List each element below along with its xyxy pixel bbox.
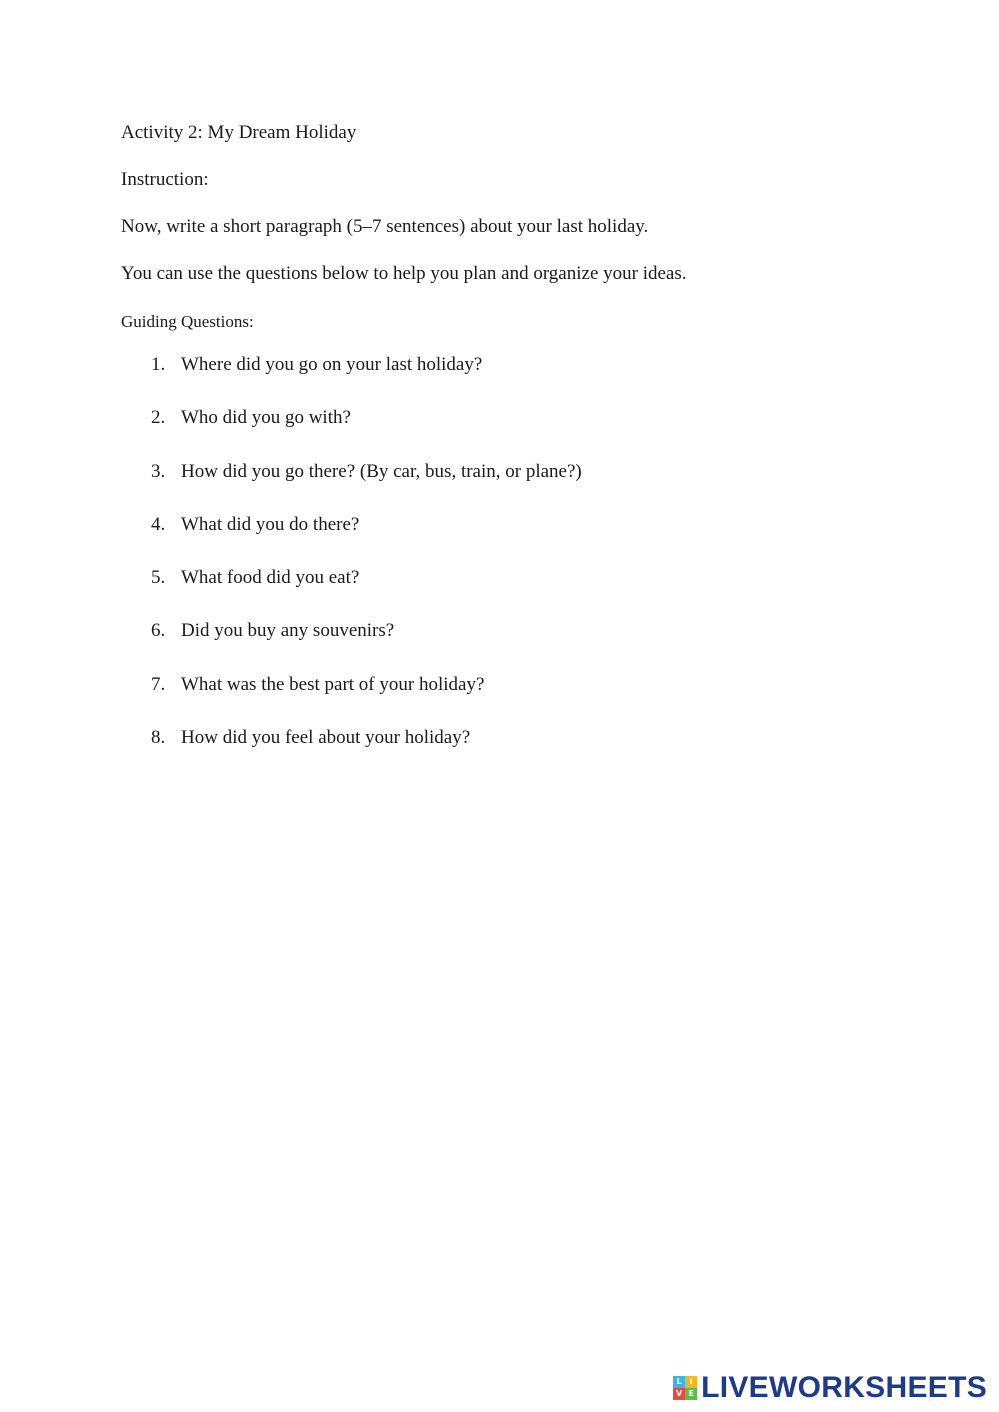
question-number: 3. [151, 460, 166, 482]
liveworksheets-wordmark: LIVEWORKSHEETS [701, 1371, 987, 1404]
question-number: 4. [151, 513, 166, 535]
question-text: Where did you go on your last holiday? [181, 354, 483, 375]
instruction-label: Instruction: [121, 169, 209, 190]
question-text: How did you feel about your holiday? [181, 727, 471, 749]
question-text: Did you buy any souvenirs? [181, 620, 395, 642]
question-number: 2. [151, 407, 166, 429]
question-text: What food did you eat? [181, 567, 360, 589]
guiding-questions-label: Guiding Questions: [121, 312, 254, 331]
question-number: 5. [151, 567, 166, 589]
instruction-line-2: You can use the questions below to help you plan and organize your ideas. [121, 263, 687, 284]
question-number: 7. [151, 673, 166, 695]
logo-letter: V [673, 1388, 685, 1400]
question-text: Who did you go with? [181, 407, 351, 429]
instruction-line-1: Now, write a short paragraph (5–7 sentences) about your last holiday. [121, 216, 649, 237]
question-number: 8. [151, 727, 166, 749]
question-number: 6. [151, 620, 166, 642]
question-text: What was the best part of your holiday? [181, 673, 485, 695]
logo-letter: I [685, 1376, 697, 1388]
activity-title: Activity 2: My Dream Holiday [121, 122, 357, 143]
question-text: How did you go there? (By car, bus, train, or plane?) [181, 460, 582, 482]
liveworksheets-brand [673, 1372, 987, 1404]
logo-letter: E [685, 1388, 697, 1400]
question-number: 1. [151, 354, 166, 375]
question-text: What did you do there? [181, 513, 360, 535]
liveworksheets-logo-icon [673, 1376, 697, 1400]
logo-letter: L [673, 1376, 685, 1388]
